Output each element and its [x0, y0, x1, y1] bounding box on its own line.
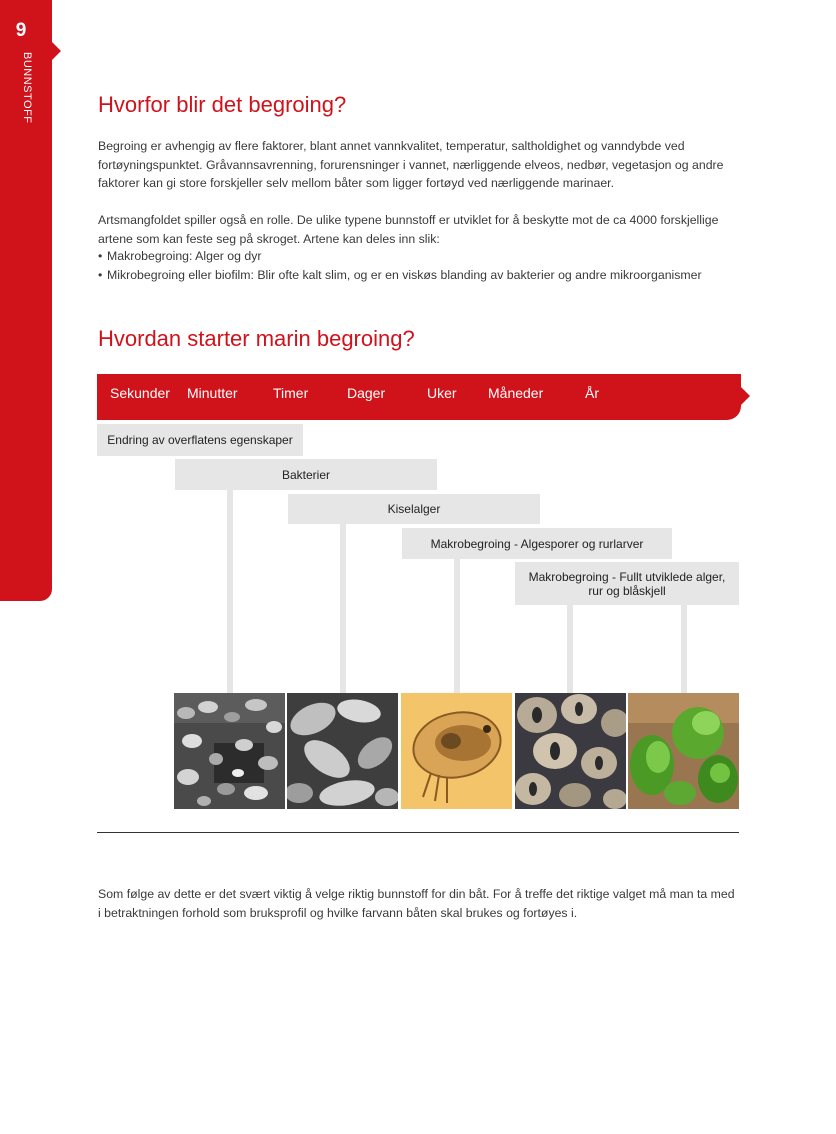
stage-macro-spores-larvae: Makrobegroing - Algesporer og rurlarver — [402, 528, 672, 559]
sidebar-notch — [52, 42, 61, 60]
green-algae-photo — [628, 693, 739, 809]
timeline-unit-years: År — [585, 385, 599, 401]
timeline-unit-hours: Timer — [273, 385, 309, 401]
timeline-unit-months: Måneder — [488, 385, 544, 401]
list-item: • Makrobegroing: Alger og dyr — [98, 247, 738, 266]
species-list — [98, 247, 738, 284]
connector-bacteria — [227, 490, 233, 693]
timeline-unit-minutes: Minutter — [187, 385, 238, 401]
divider — [97, 832, 739, 833]
paragraph-conclusion: Som følge av dette er det svært viktig å velge riktig bunnstoff for din båt. For å treffe det riktige valget må man ta med i betraktningen forhold som bruksprofil og hvilke farvann båten skal brukes og fortøyes i. — [98, 887, 735, 920]
connector-spores — [454, 559, 460, 693]
bacteria-micrograph — [174, 693, 285, 809]
stage-bacteria: Bakterier — [175, 459, 437, 490]
timeline-unit-weeks: Uker — [427, 385, 457, 401]
timeline-unit-days: Dager — [347, 385, 386, 401]
heading-how-fouling-starts: Hvordan starter marin begroing? — [98, 326, 415, 351]
timeline-unit-seconds: Sekunder — [110, 385, 170, 401]
timeline-arrow — [741, 387, 750, 405]
paragraph-species: Artsmangfoldet spiller også en rolle. De ulike typene bunnstoff er utviklet for å beskytte mot de ca 4000 forskjellige artene som kan feste seg på skroget. Artene kan deles inn slik: — [98, 213, 719, 246]
connector-barnacles — [567, 605, 573, 693]
page-number: 9 — [15, 20, 27, 41]
connector-algae — [681, 605, 687, 693]
heading-why-fouling: Hvorfor blir det begroing? — [98, 92, 347, 117]
stage-diatoms: Kiselalger — [288, 494, 540, 524]
larva-micrograph — [401, 693, 512, 809]
list-item: • Mikrobegroing eller biofilm: Blir ofte kalt slim, og er en viskøs blanding av bakterier og andre mikroorganismer — [98, 266, 738, 285]
stage-surface-change: Endring av overflatens egenskaper — [97, 424, 303, 456]
connector-diatoms — [340, 524, 346, 693]
paragraph-factors: Begroing er avhengig av flere faktorer, blant annet vannkvalitet, temperatur, saltholdighet og vanndybde ved fortøyningspunktet. Gråvannsavrenning, forurensninger i vannet, nærliggende elveos, nedbør, vegetasjon og andre faktorer kan gi store forskjeller selv mellom båter som ligger fortøyd ved nærliggende marinaer. — [98, 139, 724, 190]
diatom-micrograph — [287, 693, 398, 809]
section-label: BUNNSTOFF — [21, 52, 33, 124]
stage-macro-developed: Makrobegroing - Fullt utviklede alger, rur og blåskjell — [515, 562, 739, 605]
barnacles-photo — [515, 693, 626, 809]
